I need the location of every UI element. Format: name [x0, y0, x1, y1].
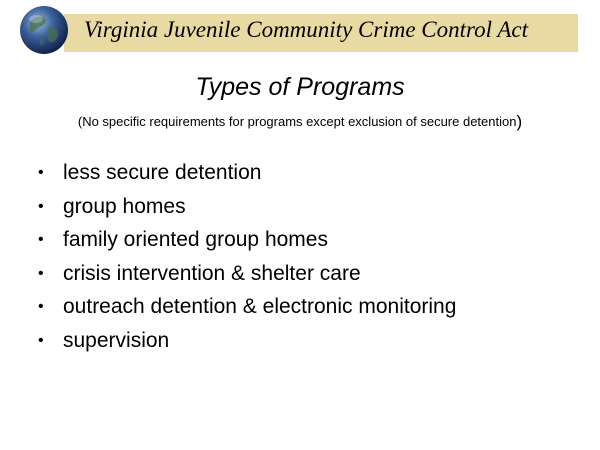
- header-title: Virginia Juvenile Community Crime Control Act: [84, 17, 528, 42]
- list-item: [38, 223, 456, 257]
- subtitle-open-paren: (: [77, 114, 83, 129]
- list-item-text: family oriented group homes: [63, 228, 328, 251]
- list-item: [38, 156, 456, 190]
- globe-icon: [18, 4, 70, 56]
- list-item: [38, 257, 456, 291]
- bullet-icon: •: [38, 298, 44, 315]
- list-item: [38, 324, 456, 358]
- subtitle-text: No specific requirements for programs except exclusion of secure detention: [82, 114, 517, 129]
- bullet-icon: •: [38, 264, 44, 282]
- list-item-text: crisis intervention & shelter care: [63, 261, 361, 285]
- list-item: [38, 290, 456, 324]
- bullet-icon: •: [38, 164, 44, 181]
- bullet-icon: •: [38, 231, 44, 248]
- list-item: [38, 190, 456, 224]
- subtitle-close-paren: ): [516, 112, 523, 131]
- bullet-icon: •: [38, 197, 44, 215]
- list-item-text: group homes: [63, 194, 186, 218]
- list-item-text: outreach detention & electronic monitoring: [63, 295, 457, 318]
- slide-title: Types of Programs: [195, 73, 405, 101]
- list-item-text: less secure detention: [63, 161, 262, 184]
- bullet-icon: •: [38, 331, 44, 349]
- slide-subtitle: [0, 112, 600, 132]
- program-list: [38, 156, 456, 357]
- list-item-text: supervision: [63, 328, 170, 352]
